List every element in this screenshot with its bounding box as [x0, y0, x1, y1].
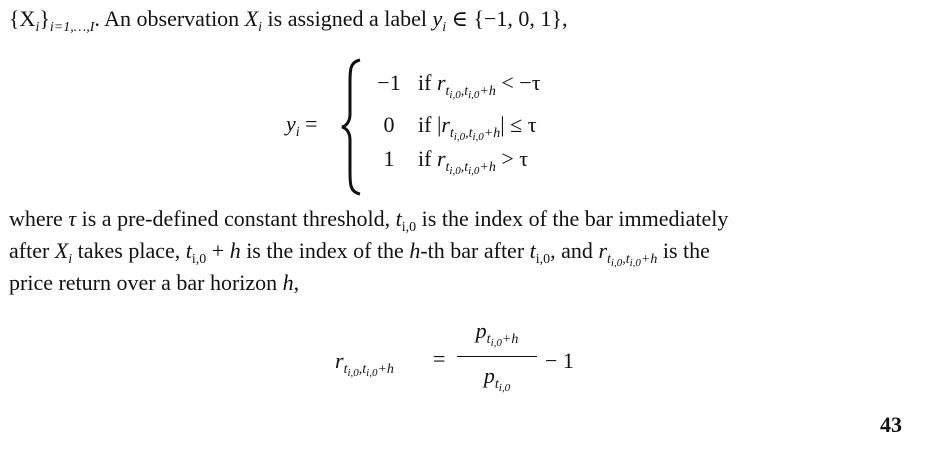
case-row: 1 if $r_{t_{i,0},t_{i,0}+h} > \tau$: [383, 146, 529, 177]
fraction-numerator: $p_{t_{i,0}+h}$: [475, 318, 519, 349]
case-row: 0 if $|r_{t_{i,0},t_{i,0}+h}| \le \tau$: [383, 112, 537, 143]
fraction-denominator: $p_{t_{i,0}}$: [483, 363, 511, 394]
return-lhs: $r_{t_{i,0},t_{i,0}+h}$: [335, 348, 394, 379]
set-expression: $\{X_i\}_{i=1,\dots,I}$: [9, 6, 95, 35]
header-line: $\{X_i\}_{i=1,\dots,I}$. An observation $X_i$ is assigned a label $y_i$ ∈ {−1, 0, 1},: [9, 6, 568, 35]
case-condition: if $r_{t_{i,0},t_{i,0}+h} > \tau$: [418, 146, 529, 177]
return-equals: =: [433, 346, 446, 371]
paragraph-line-2: after $X_i$ takes place, $t_{i,0} + h$ is the index of the h-th bar after $t_{i,0}$, and $r_{t_{i,0},t_{i,0}+h}$ is the: [9, 238, 710, 269]
piecewise-equation: [280, 58, 700, 198]
fraction-bar: [457, 356, 537, 357]
return-equation: [335, 318, 635, 408]
left-brace: [340, 58, 362, 196]
paragraph-line-3: price return over a bar horizon h,: [9, 270, 300, 295]
fraction: [457, 318, 537, 394]
paragraph-line-1: where τ is a pre-defined constant threshold, $t_{i,0}$ is the index of the bar immediately: [9, 206, 729, 235]
piecewise-lhs: $y_i$ =: [286, 111, 318, 140]
case-condition: if $r_{t_{i,0},t_{i,0}+h} < -\tau$: [418, 70, 541, 101]
page-number: 43: [880, 412, 902, 437]
case-condition: if $|r_{t_{i,0},t_{i,0}+h}| \le \tau$: [418, 112, 537, 143]
case-row: −1 if $r_{t_{i,0},t_{i,0}+h} < -\tau$: [377, 70, 541, 101]
minus-one: − 1: [545, 348, 574, 373]
